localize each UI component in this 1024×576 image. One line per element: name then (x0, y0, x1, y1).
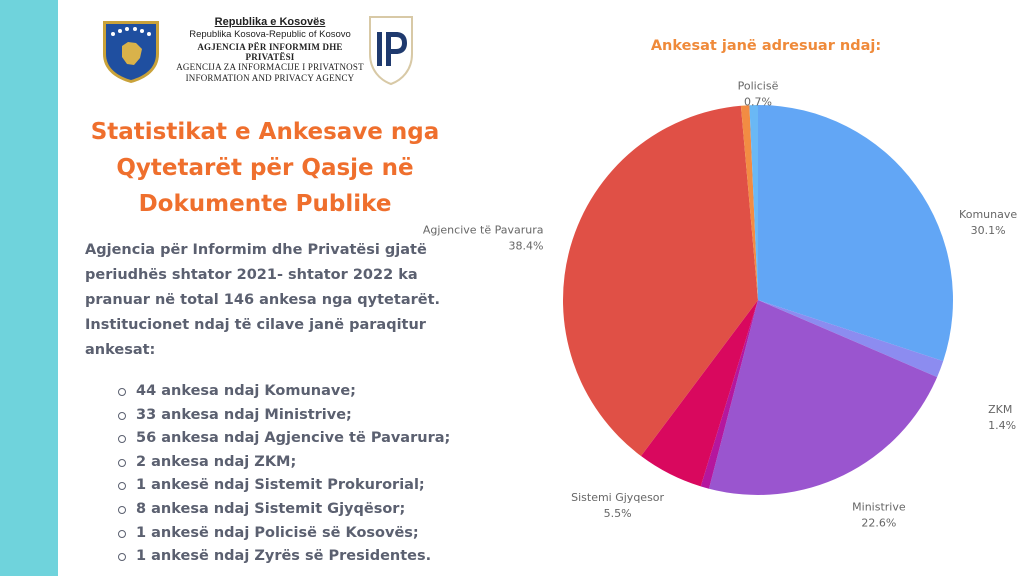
chart-title: Ankesat janë adresuar ndaj: (650, 38, 882, 54)
slice-value-label: 5.5% (603, 506, 632, 520)
slice-value-label: 22.6% (861, 516, 897, 530)
title-line-3: Dokumente Publike (138, 191, 392, 217)
slice-name-label: Komunave (959, 208, 1018, 222)
intro-paragraph-1: Agjencia për Informim dhe Privatësi gjatë periudhës shtator 2021- shtator 2022 ka pranuar në total 146 ankesa nga qytetarët. (85, 242, 441, 308)
list-item: 33 ankesa ndaj Ministrive; (118, 404, 518, 428)
ip-agency-logo-icon (366, 14, 416, 86)
list-item: 44 ankesa ndaj Komunave; (118, 380, 518, 404)
side-accent-bar (0, 0, 58, 576)
header-line-3: AGJENCIA PËR INFORMIM DHE PRIVATËSI (197, 42, 343, 62)
header-text (172, 16, 368, 84)
slice-value-label: 30.1% (970, 224, 1006, 238)
slice-name-label: Policisë (737, 79, 779, 93)
intro-text (85, 238, 485, 363)
title-line-1: Statistikat e Ankesave nga (90, 119, 440, 145)
slice-name-label: Agjencive të Pavarura (422, 223, 544, 237)
slice-name-label: Ministrive (852, 500, 906, 514)
slice-value-label: 0.7% (744, 95, 772, 109)
list-item: 1 ankesë ndaj Policisë së Kosovës; (118, 522, 518, 546)
header-line-1: Republika e Kosovës (214, 16, 326, 28)
slice-value-label: 38.4% (508, 239, 544, 253)
slice-value-label: 1.4% (988, 419, 1017, 433)
pie-chart (422, 79, 1020, 530)
complaints-list (118, 380, 518, 569)
header (100, 14, 430, 90)
header-line-4: AGENCIJA ZA INFORMACIJE I PRIVATNOST (176, 62, 364, 72)
header-line-2: Republika Kosova-Republic of Kosovo (189, 29, 351, 40)
kosovo-coat-of-arms-icon (100, 18, 162, 84)
header-line-5: INFORMATION AND PRIVACY AGENCY (185, 73, 355, 83)
list-item: 1 ankesë ndaj Zyrës së Presidentes. (118, 545, 518, 569)
list-item: 1 ankesë ndaj Sistemit Prokurorial; (118, 474, 518, 498)
title-line-2: Qytetarët për Qasje në (116, 155, 414, 181)
slice-name-label: ZKM (988, 403, 1013, 417)
list-item: 2 ankesa ndaj ZKM; (118, 451, 518, 475)
list-item: 8 ankesa ndaj Sistemit Gjyqësor; (118, 498, 518, 522)
page-title (80, 114, 450, 222)
list-item: 56 ankesa ndaj Agjencive të Pavarura; (118, 427, 518, 451)
slice-name-label: Sistemi Gjyqesor (571, 490, 665, 504)
intro-paragraph-2: Institucionet ndaj të cilave janë paraqitur ankesat: (85, 317, 426, 358)
